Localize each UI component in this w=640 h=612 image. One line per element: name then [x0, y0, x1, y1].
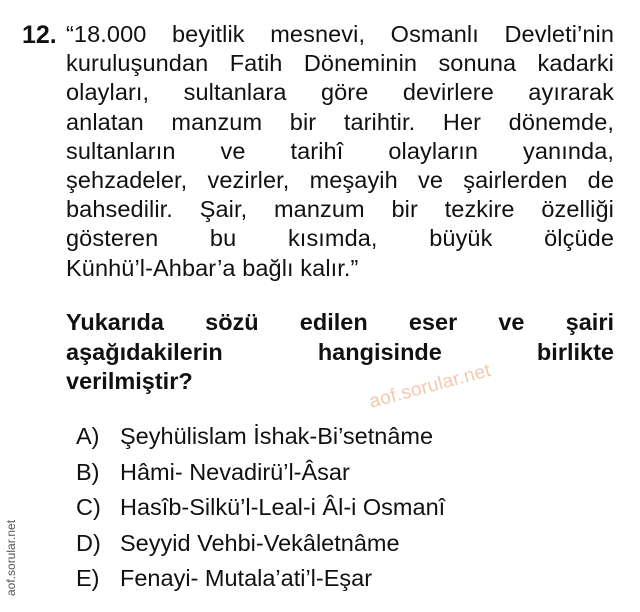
passage-line: sultanların ve tarihî olayların yanında,: [66, 137, 614, 164]
option-letter: C): [76, 494, 101, 520]
option-letter: D): [76, 529, 101, 556]
option-letter: E): [76, 565, 100, 591]
passage-line: bahsedilir. Şair, manzum bir tezkire özelliği: [66, 196, 614, 223]
option-text: Hasîb-Silkü’l-Leal-i Âl-i Osmanî: [120, 494, 446, 520]
passage-line: kuruluşundan Fatih Döneminin sonuna kadarki: [66, 50, 614, 77]
stem-line: aşağıdakilerin hangisinde birlikte: [66, 338, 614, 365]
option-b[interactable]: [76, 455, 616, 491]
question-stem: [66, 308, 614, 397]
question-passage: [66, 20, 614, 283]
option-d[interactable]: [76, 526, 616, 562]
option-text: Hâmi- Nevadirü’l-Âsar: [120, 458, 350, 485]
option-a[interactable]: [76, 419, 616, 455]
passage-line: olayları, sultanlara göre devirlere ayırarak: [66, 79, 614, 106]
passage-line: gösteren bu kısımda, büyük ölçüde: [66, 225, 614, 252]
option-letter: A): [76, 423, 100, 449]
question-number: 12.: [22, 21, 57, 49]
watermark-side: aof.sorular.net: [4, 519, 18, 596]
watermark-diagonal: aof.sorular.net: [367, 360, 494, 413]
answer-options: [76, 419, 616, 597]
option-text: Seyyid Vehbi-Vekâletnâme: [120, 529, 400, 556]
option-e[interactable]: [76, 561, 616, 597]
stem-line: Yukarıda sözü edilen eser ve şairi: [66, 309, 614, 335]
option-c[interactable]: [76, 490, 616, 526]
stem-line: verilmiştir?: [66, 368, 193, 394]
option-text: Şeyhülislam İshak-Bi’setnâme: [120, 423, 434, 449]
passage-line: şehzadeler, vezirler, meşayih ve şairlerden de: [66, 167, 614, 194]
passage-line: anlatan manzum bir tarihtir. Her dönemde,: [66, 108, 614, 135]
option-text: Fenayi- Mutala’ati’l-Eşar: [120, 565, 373, 591]
passage-line: “18.000 beyitlik mesnevi, Osmanlı Devleti’nin: [66, 21, 614, 47]
passage-line: Künhü’l-Ahbar’a bağlı kalır.”: [66, 254, 359, 281]
option-letter: B): [76, 458, 100, 485]
